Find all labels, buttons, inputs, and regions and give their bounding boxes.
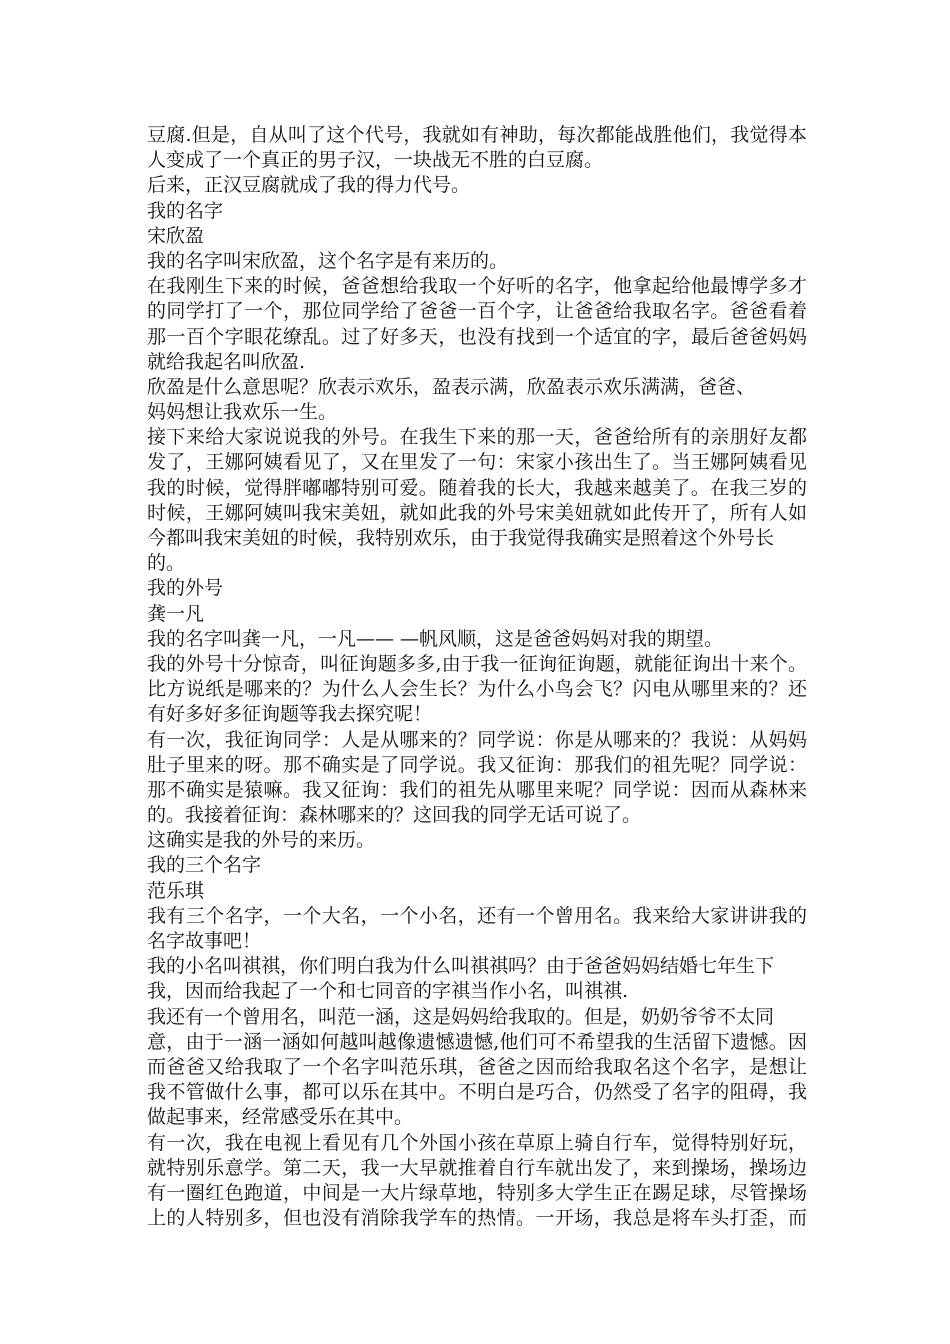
text-line: 这确实是我的外号的来历。 xyxy=(147,829,376,852)
text-line: 后来，正汉豆腐就成了我的得力代号。 xyxy=(147,174,471,197)
text-line: 发了，王娜阿姨看见了，又在里发了一句：宋家小孩出生了。当王娜阿姨看见 xyxy=(147,451,807,474)
text-line: 人变成了一个真正的男子汉，一块战无不胜的白豆腐。 xyxy=(147,149,604,172)
text-line: 我还有一个曾用名，叫范一涵，这是妈妈给我取的。但是，奶奶爷爷不太同 xyxy=(147,1005,775,1028)
text-line: 而爸爸又给我取了一个名字叫范乐琪，爸爸之因而给我取名这个名字，是想让 xyxy=(147,1055,807,1078)
text-line: 我，因而给我起了一个和七同音的字祺当作小名，叫祺祺. xyxy=(147,980,629,1003)
text-line: 欣盈是什么意思呢？欣表示欢乐，盈表示满，欣盈表示欢乐满满，爸爸、 xyxy=(147,375,756,398)
text-line: 龚一凡 xyxy=(147,602,205,625)
text-line: 名字故事吧！ xyxy=(147,930,262,952)
text-line: 妈妈想让我欢乐一生。 xyxy=(147,401,338,424)
text-line: 有一次，我在电视上看见有几个外国小孩在草原上骑自行车，觉得特别好玩， xyxy=(147,1131,807,1154)
text-line: 时候，王娜阿姨叫我宋美妞，就如此我的外号宋美妞就如此传开了，所有人如 xyxy=(147,501,807,524)
text-line: 的。我接着征询：森林哪来的？这回我的同学无话可说了。 xyxy=(147,804,642,827)
text-line: 我有三个名字，一个大名，一个小名，还有一个曾用名。我来给大家讲讲我的 xyxy=(147,904,807,927)
text-line: 那不确实是猿嘛。我又征询：我们的祖先从哪里来呢？同学说：因而从森林来 xyxy=(147,778,807,801)
text-line: 我的外号 xyxy=(147,577,224,600)
text-line: 那一百个字眼花缭乱。过了好多天，也没有找到一个适宜的字，最后爸爸妈妈 xyxy=(147,325,807,348)
text-line: 我的外号十分惊奇，叫征询题多多,由于我一征询征询题，就能征询出十来个。 xyxy=(147,652,807,675)
text-line: 做起事来，经常感受乐在其中。 xyxy=(147,1106,414,1129)
text-line: 我不管做什么事，都可以乐在其中。不明白是巧合，仍然受了名字的阻碍，我 xyxy=(147,1081,807,1104)
text-line: 有一圈红色跑道，中间是一大片绿草地，特别多大学生正在踢足球，尽管操场 xyxy=(147,1181,807,1204)
text-line: 我的三个名字 xyxy=(147,854,262,877)
text-line: 的。 xyxy=(147,552,186,575)
text-line: 就特别乐意学。第二天，我一大早就推着自行车就出发了，来到操场，操场边 xyxy=(147,1156,807,1179)
text-line: 有一次，我征询同学：人是从哪来的？同学说：你是从哪来的？我说：从妈妈 xyxy=(147,728,807,751)
text-line: 我的时候，觉得胖嘟嘟特别可爱。随着我的长大，我越来越美了。在我三岁的 xyxy=(147,476,807,499)
text-line: 就给我起名叫欣盈. xyxy=(147,350,306,373)
text-line: 有好多好多征询题等我去探究呢！ xyxy=(147,703,433,726)
text-line: 范乐琪 xyxy=(147,879,205,902)
text-line: 比方说纸是哪来的？为什么人会生长？为什么小鸟会飞？闪电从哪里来的？还 xyxy=(147,678,807,701)
text-line: 上的人特别多，但也没有消除我学车的热情。一开场，我总是将车头打歪，而 xyxy=(147,1207,807,1230)
text-line: 我的名字叫龚一凡，一凡—— —帆风顺，这是爸爸妈妈对我的期望。 xyxy=(147,627,724,650)
text-line: 今都叫我宋美妞的时候，我特别欢乐，由于我觉得我确实是照着这个外号长 xyxy=(147,527,775,549)
text-line: 意，由于一涵一涵如何越叫越像遗憾遗憾,他们可不希望我的生活留下遗憾。因 xyxy=(147,1030,807,1053)
document-body xyxy=(147,123,807,1231)
text-line: 我的名字 xyxy=(147,199,224,222)
text-line: 在我刚生下来的时候，爸爸想给我取一个好听的名字，他拿起给他最博学多才 xyxy=(147,275,807,298)
text-line: 的同学打了一个，那位同学给了爸爸一百个字，让爸爸给我取名字。爸爸看着 xyxy=(147,300,807,323)
text-line: 我的名字叫宋欣盈，这个名字是有来历的。 xyxy=(147,249,509,272)
text-line: 宋欣盈 xyxy=(147,224,205,247)
text-line: 接下来给大家说说我的外号。在我生下来的那一天，爸爸给所有的亲朋好友都 xyxy=(147,426,807,449)
text-line: 我的小名叫祺祺，你们明白我为什么叫祺祺吗？由于爸爸妈妈结婚七年生下 xyxy=(147,955,775,978)
text-line: 肚子里来的呀。那不确实是了同学说。我又征询：那我们的祖先呢？同学说： xyxy=(147,753,807,776)
text-line: 豆腐.但是，自从叫了这个代号，我就如有神助，每次都能战胜他们，我觉得本 xyxy=(147,124,807,146)
